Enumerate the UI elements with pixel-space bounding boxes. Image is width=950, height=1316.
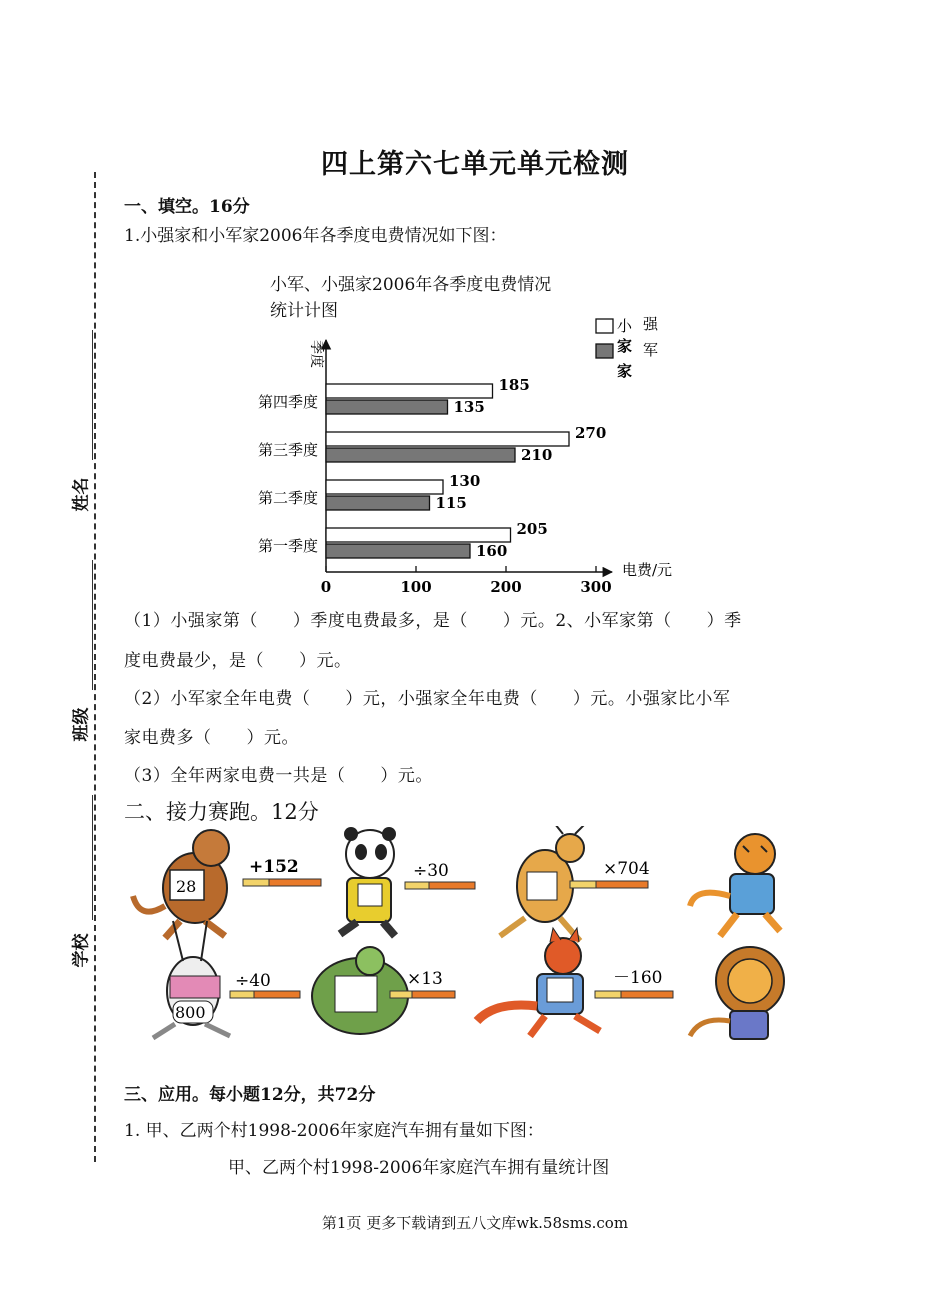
bar-xiaojun: [326, 544, 470, 558]
bar-xiaoqiang: [326, 384, 493, 398]
x-tick-label: 100: [400, 578, 432, 596]
bar-xiaoqiang: [326, 432, 569, 446]
x-tick-label: 300: [580, 578, 612, 596]
school-blank-line: [92, 795, 93, 920]
relay-race-illustration: [125, 826, 815, 1056]
bar-xiaojun: [326, 496, 430, 510]
op-row1-3: ×704: [603, 859, 650, 879]
legend-text-2: 强: [643, 315, 659, 333]
category-label: 第二季度: [257, 489, 318, 507]
legend-text-1: 小: [617, 317, 633, 335]
data-label: 185: [498, 376, 530, 394]
data-label: 135: [453, 398, 485, 416]
page-footer: 第1页 更多下载请到五八文库wk.58sms.com: [321, 1214, 629, 1232]
tiger-runner: [690, 834, 780, 936]
class-blank-line: [92, 560, 93, 690]
legend-swatch-xiaoqiang: [596, 319, 613, 333]
category-label: 第一季度: [257, 537, 318, 555]
start-number-2: 800: [175, 1003, 206, 1022]
section2-heading: 二、接力赛跑。12分: [124, 800, 319, 824]
legend-text-3: 家: [617, 337, 633, 355]
baton-3: [570, 881, 648, 888]
y-axis-label: 季度: [308, 340, 324, 368]
op-row1-1: +152: [249, 857, 299, 877]
chart2-title: 甲、乙两个村1998-2006年家庭汽车拥有量统计图: [228, 1158, 610, 1178]
q1-1-line-a: （1）小强家第（ ）季度电费最多，是（ ）元。2、小军家第（ ）季: [124, 611, 742, 631]
legend-swatch-xiaojun: [596, 344, 613, 358]
monkey-runner: [133, 830, 229, 938]
data-label: 205: [516, 520, 548, 538]
legend-text-5: 家: [617, 362, 633, 380]
legend-text-4: 军: [643, 341, 659, 359]
q1-2-line-a: （2）小军家全年电费（ ）元，小强家全年电费（ ）元。小强家比小军: [124, 689, 731, 709]
fox-runner: [477, 928, 600, 1036]
baton-6: [595, 991, 673, 998]
q1-1-line-b: 度电费最少，是（ ）元。: [124, 651, 352, 671]
page-title: 四上第六七单元单元检测: [321, 149, 629, 180]
lion-runner: [690, 947, 784, 1039]
bar-xiaoqiang: [326, 528, 511, 542]
bar-xiaojun: [326, 400, 448, 414]
baton-2: [405, 882, 475, 889]
section3-heading: 三、应用。每小题12分，共72分: [124, 1085, 376, 1105]
op-row2-3: －160: [613, 968, 663, 988]
binding-dashed-line: [94, 172, 96, 1162]
bar-xiaojun: [326, 448, 515, 462]
baton-4: [230, 991, 300, 998]
q3-1-intro: 1. 甲、乙两个村1998-2006年家庭汽车拥有量如下图：: [124, 1121, 544, 1141]
op-row2-1: ÷40: [235, 971, 271, 991]
x-tick-label: 0: [320, 578, 332, 596]
category-label: 第四季度: [257, 393, 318, 411]
baton-5: [390, 991, 455, 998]
start-number-1: 28: [176, 877, 197, 896]
x-axis-label: 电费/元: [622, 561, 673, 579]
data-label: 270: [575, 424, 607, 442]
name-blank-line: [92, 330, 93, 460]
chart-title-line1: 小军、小强家2006年各季度电费情况: [270, 275, 552, 295]
rabbit-runner: [153, 921, 230, 1038]
baton-1: [243, 879, 321, 886]
op-row2-2: ×13: [407, 969, 443, 989]
q1-3-line: （3）全年两家电费一共是（ ）元。: [124, 766, 433, 786]
data-label: 210: [521, 446, 553, 464]
name-label: 姓名: [71, 477, 92, 512]
data-label: 160: [476, 542, 508, 560]
class-label: 班级: [71, 707, 92, 742]
data-label: 130: [449, 472, 481, 490]
category-label: 第三季度: [257, 441, 318, 459]
electricity-bar-chart: [230, 310, 710, 600]
panda-runner: [340, 827, 396, 936]
q1-intro: 1.小强家和小军家2006年各季度电费情况如下图：: [124, 226, 507, 246]
bar-xiaoqiang: [326, 480, 443, 494]
school-label: 学校: [71, 933, 92, 968]
section1-heading: 一、填空。16分: [124, 197, 250, 217]
q1-2-line-b: 家电费多（ ）元。: [124, 728, 299, 748]
op-row1-2: ÷30: [413, 861, 449, 881]
chart-title-line2: 统计计图: [270, 301, 338, 321]
x-tick-label: 200: [490, 578, 522, 596]
data-label: 115: [435, 494, 467, 512]
